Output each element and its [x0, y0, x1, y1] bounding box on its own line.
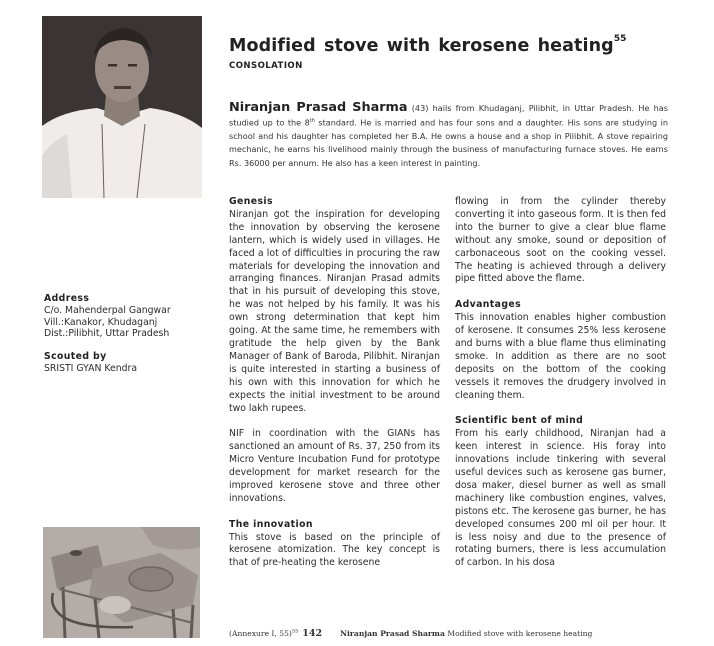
portrait-image — [42, 16, 202, 198]
intro-paragraph — [229, 101, 668, 170]
genesis-paragraph-1: Niranjan got the inspiration for developing the innovation by observing the kerosene lantern, which is widely used in villages. He faced a lot of difficulties in procuring the raw materials for developing the innovation and arranging finances. Niranjan Prasad admits that in his pursuit of developing this stove, he was not helped by his family. It was his own strong determination that kept him going. At the same time, he remembers with gratitude the help given by the Bank Manager of Bank of Baroda, Pilibhit. Niranjan is quite interested in starting a business of his own with this innovation for which he expects the initial investment to be around two lakh rupees. — [229, 208, 440, 414]
annexure-ref: (Annexure I, 55) — [229, 629, 292, 638]
address-heading: Address — [44, 293, 90, 304]
scientific-heading: Scientific bent of mind — [455, 415, 584, 427]
innovator-name: Niranjan Prasad Sharma — [229, 100, 408, 115]
innovation-heading: The innovation — [229, 518, 313, 530]
title-footnote: 55 — [613, 34, 627, 44]
stove-photo — [43, 527, 200, 638]
address-line: C/o. Mahenderpal Gangwar — [44, 304, 171, 316]
portrait-photo — [42, 16, 202, 198]
column-right — [455, 196, 666, 570]
advantages-heading: Advantages — [455, 299, 522, 311]
annexure-footnote: 55 — [291, 628, 299, 635]
stove-image — [43, 527, 200, 638]
page-footer — [229, 628, 592, 639]
scouted-heading: Scouted by — [44, 351, 107, 363]
address-line: Dist.:Pilibhit, Uttar Pradesh — [44, 328, 170, 340]
footer-title: Modified stove with kerosene heating — [444, 629, 593, 638]
genesis-heading: Genesis — [229, 196, 273, 207]
column-left — [229, 196, 440, 570]
page-number: 142 — [302, 628, 323, 639]
category-label: CONSOLATION — [229, 61, 303, 71]
innovation-paragraph-cont: flowing in from the cylinder thereby converting it into gaseous form. It is then fed into the burner to give a clear blue flame without any smoke, sound or deposition of carbonaceous soot on the cooking vessel. The heating is achieved through a delivery pipe fitted above the flame. — [455, 196, 666, 285]
scouted-value: SRISTI GYAN Kendra — [44, 362, 138, 374]
sidebar-contact — [44, 293, 224, 375]
intro-text-1: (43) hails from Khudaganj, Pilibhit, in Uttar Pradesh. He has studied up to the 8 — [229, 103, 668, 128]
intro-text-2: standard. He is married and has four sons and a daughter. His sons are studying in school and his daughter has completed her B.A. He owns a house and a shop in Pilibhit. A stove repairing mechanic, he earns his livelihood mainly through the business of manufacturing furnace stoves. He earns Rs. 36000 per annum. He also has a keen interest in painting. — [229, 117, 668, 168]
innovation-paragraph-start: This stove is based on the principle of kerosene atomization. The key concept is that of pre-heating the kerosene — [229, 531, 440, 569]
footer-name: Niranjan Prasad Sharma — [340, 629, 445, 638]
address-line: Vill.:Kanakor, Khudaganj — [44, 316, 158, 328]
ordinal-suffix: th — [309, 118, 315, 125]
advantages-paragraph: This innovation enables higher combustion of kerosene. It consumes 25% less kerosene and burns with a blue flame thus eliminating smoke. In addition as there are no soot deposits on the bottom of the cooking vessels it removes the drudgery involved in cleaning them. — [455, 312, 666, 401]
article-title — [229, 36, 627, 56]
scientific-paragraph: From his early childhood, Niranjan had a keen interest in science. His foray into innovations include tinkering with several useful devices such as kerosene gas burner, dosa maker, diesel burner as well as small machinery like combustion engines, valves, pistons etc. The kerosene gas burner, he has developed consumes 200 ml oil per hour. It is less noisy and due to the presence of rotating burners, there is less accumulation of carbon. In his dosa — [455, 428, 666, 569]
genesis-paragraph-2: NIF in coordination with the GIANs has sanctioned an amount of Rs. 37, 250 from its Micro Venture Incubation Fund for prototype development for market research for the improved kerosene stove and three other innovations. — [229, 428, 440, 504]
title-text: Modified stove with kerosene heating — [229, 36, 614, 56]
